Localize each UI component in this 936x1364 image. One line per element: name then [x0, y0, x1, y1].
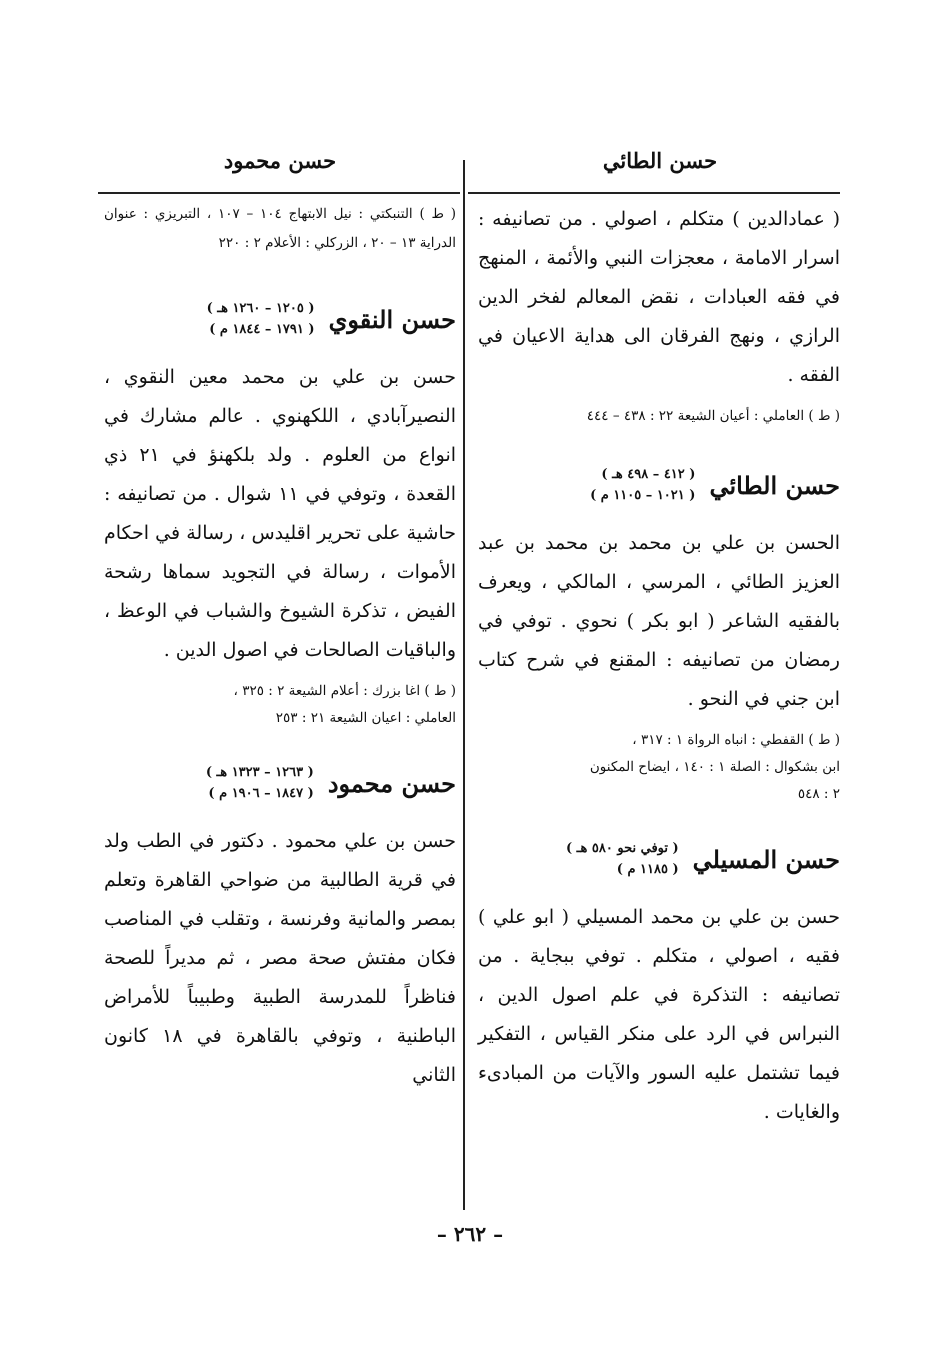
entry-text: الحسن بن علي بن محمد بن محمد بن عبد العزيز الطائي ، المرسي ، المالكي ، ويعرف بالفقيه الشاعر ( ابو بكر ) نحوي . توفي في رمضان من تصانيفه : المقنع في شرح كتاب ابن جني في النحو .	[478, 532, 840, 710]
dates-hijri: ( توفي نحو ٥٨٠ هـ )	[566, 841, 679, 856]
continuation-references: ( ط ) التنبكتي : نيل الابتهاج ١٠٤ – ١٠٧ ، التبريزي : عنوان الدراية ١٣ – ٢٠ ، الزركلي : الأعلام ٢ : ٢٢٠	[104, 206, 457, 251]
dates-gregorian: ( ١٧٩١ – ١٨٤٤ م )	[209, 322, 315, 337]
page-number: – ٢٦٢ –	[436, 1222, 504, 1246]
entry-dates	[206, 762, 314, 804]
dates-hijri: ( ١٢٠٥ – ١٢٦٠ هـ )	[206, 301, 315, 316]
left-column	[104, 200, 456, 1095]
dates-gregorian: ( ١١٨٥ م )	[616, 862, 679, 877]
entry-text: حسن بن علي بن محمد معين النقوي ، النصيرآبادي ، اللكهنوي . عالم مشارك في انواع من العلوم . ولد بلكهنؤ في ٢١ ذي القعدة ، وتوفي في ١١ شوال . من تصانيفه : حاشية على تحرير اقليدس ، رسالة في احكام الأموات ، رسالة في التجويد سماها رشحة الفيض ، تذكرة الشيوخ والشباب في الوعظ ، والباقيات الصالحات في اصول الدين .	[104, 366, 457, 661]
reference-line: ( ط ) اغا بزرك : أعلام الشيعة ٢ : ٣٢٥ ،	[233, 683, 456, 699]
dates-hijri: ( ١٢٦٣ – ١٣٢٣ هـ )	[205, 765, 314, 780]
reference-line: ابن بشكوال : الصلة ١ : ١٤٠ ، ايضاح المكنون	[589, 759, 840, 775]
entry-name: حسن المسيلي	[692, 844, 840, 874]
reference-line: العاملي : اعيان الشيعة ٢١ : ٢٥٣	[275, 710, 456, 726]
dates-gregorian: ( ١٨٤٧ – ١٩٠٦ م )	[208, 786, 314, 801]
entry-text: حسن بن علي محمود . دكتور في الطب ولد في قرية الطالبية من ضواحي القاهرة وتعلم بمصر والمانية وفرنسة ، وتقلب في المناصب فكان مفتش صحة مصر ، ثم مديراً للصحة فناظراً للمدرسة الطبية وطبيباً للأمراض الباطنية ، وتوفي بالقاهرة في ١٨ كانون الثاني	[104, 830, 456, 1086]
entry-references	[478, 727, 840, 808]
continuation-text: ( عمادالدين ) متكلم ، اصولي . من تصانيفه : اسرار الامامة ، معجزات النبي والأئمة ، المنهج في فقه العبادات ، نقض المعالم لفخر الدين الرازي ، ونهج الفرقان الى هداية الاعيان في الفقه .	[478, 208, 840, 386]
right-column	[478, 200, 840, 1132]
running-head-left: حسن محمود	[223, 148, 337, 173]
entry-dates	[207, 298, 315, 340]
dates-hijri: ( ٤١٢ – ٤٩٨ هـ )	[601, 467, 696, 482]
dates-gregorian: ( ١٠٢١ – ١١٠٥ م )	[590, 488, 696, 503]
entry-dates	[566, 838, 679, 880]
entry-heading	[104, 298, 456, 340]
entry-text: حسن بن علي بن محمد المسيلي ( ابو علي ) فقيه ، اصولي ، متكلم . توفي ببجاية . من تصانيفه : التذكرة في علم اصول الدين ، النبراس في الرد على منكر القياس ، التفكير فيما تشتمل عليه السور والآيات من المبادىء والغايات .	[478, 906, 840, 1123]
entry-name: حسن الطائي	[709, 470, 840, 500]
reference-line: ( ط ) القفطي : انباه الرواة ١ : ٣١٧ ،	[632, 732, 840, 748]
entry-name: حسن النقوي	[328, 304, 456, 334]
column-divider	[463, 160, 465, 1210]
entry-heading	[478, 464, 840, 506]
reference-line: ٢ : ٥٤٨	[797, 786, 840, 802]
entry-name: حسن محمود	[327, 768, 456, 798]
entry-heading	[478, 838, 840, 880]
entry-dates	[590, 464, 695, 506]
continuation-references: ( ط ) العاملي : أعيان الشيعة ٢٢ : ٤٣٨ – ٤٤٤	[586, 408, 840, 424]
entry-references	[104, 678, 456, 732]
running-head-right: حسن الطائي	[602, 148, 718, 173]
entry-heading	[104, 762, 456, 804]
header-rule-left	[98, 192, 460, 194]
header-rule-right	[468, 192, 840, 194]
